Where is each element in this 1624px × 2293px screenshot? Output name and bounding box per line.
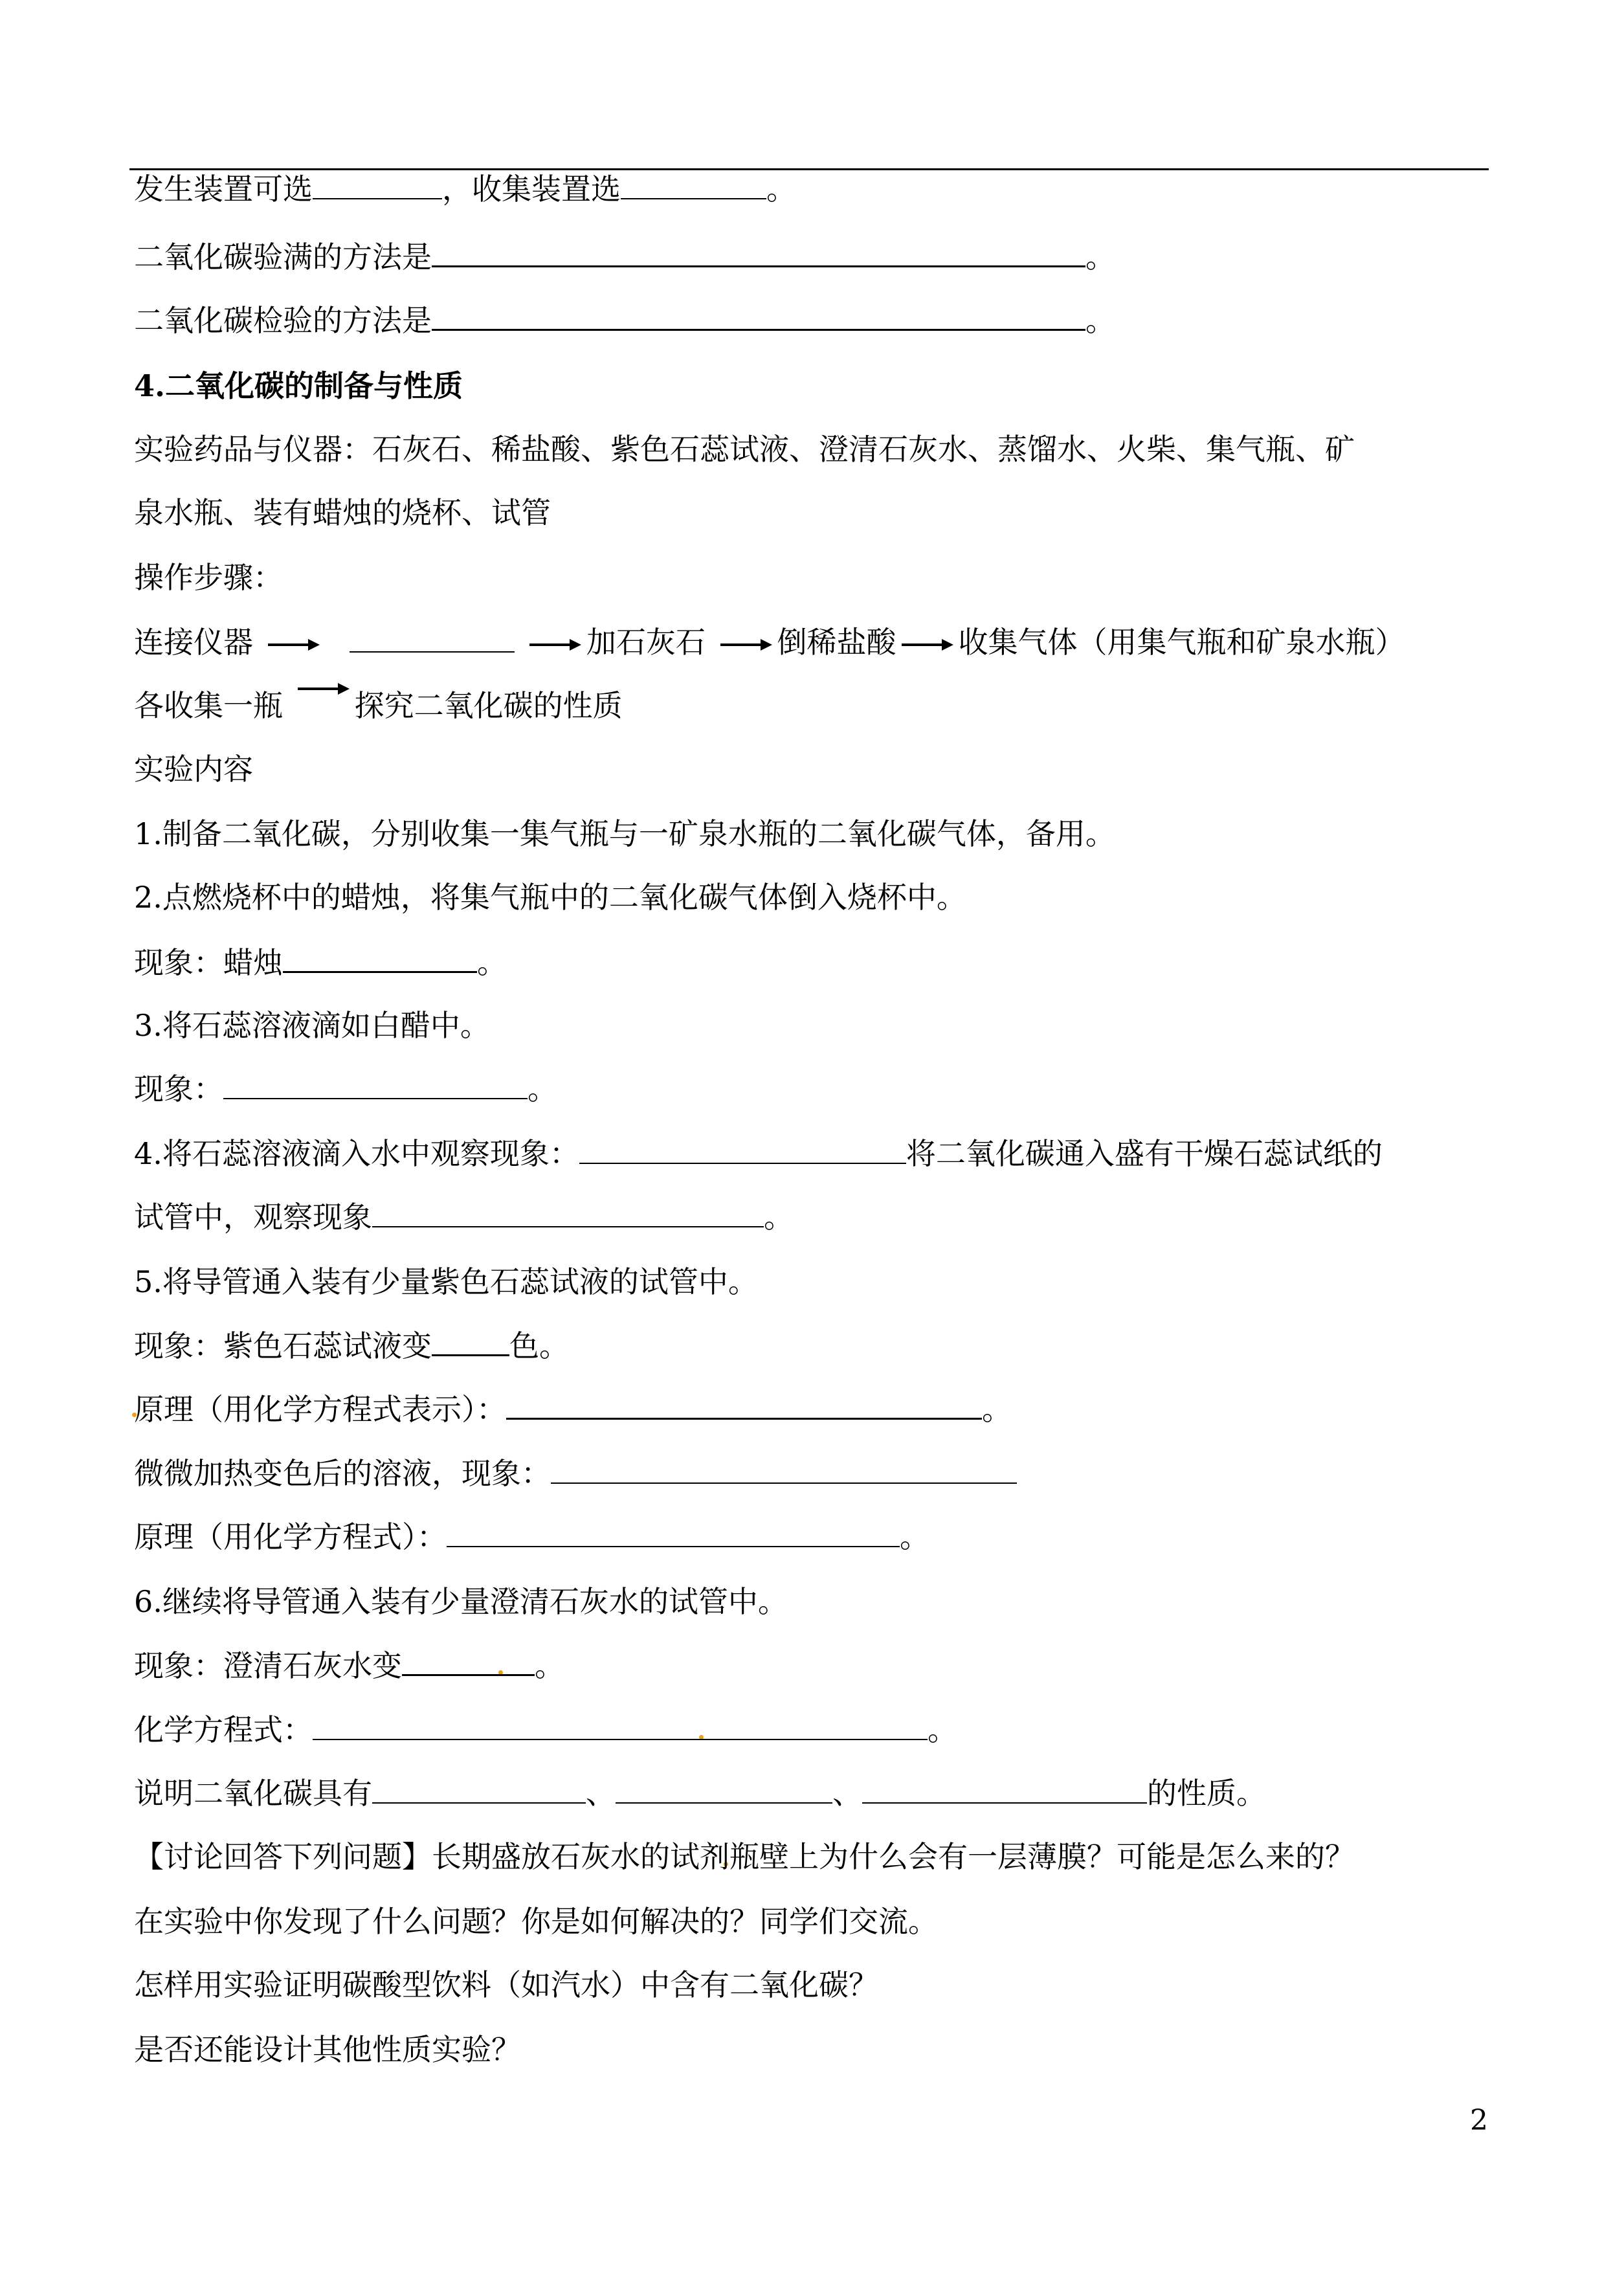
text: 将二氧化碳通入盛有干燥石蕊试纸的 (906, 1136, 1383, 1171)
text: 微微加热变色后的溶液，现象： (134, 1456, 551, 1491)
principle-5b (134, 1517, 929, 1556)
test-method-line (134, 300, 1115, 340)
text: 、 (586, 1776, 616, 1811)
answer-blank[interactable] (402, 1646, 535, 1676)
answer-blank[interactable] (223, 1069, 528, 1099)
text: 的性质。 (1147, 1776, 1266, 1811)
arrow-right-icon (529, 637, 581, 653)
flow-step: 探究二氧化碳的性质 (354, 688, 623, 723)
text: 。 (1085, 303, 1115, 338)
answer-blank[interactable] (350, 623, 515, 653)
flow-line-1 (134, 623, 1405, 662)
text: 。 (535, 1648, 564, 1683)
full-check-line (134, 237, 1115, 276)
text: 、 (832, 1776, 862, 1811)
text: 二氧化碳验满的方法是 (134, 240, 432, 274)
answer-blank[interactable] (621, 170, 766, 199)
text: 现象：紫色石蕊试液变 (134, 1328, 432, 1363)
answer-blank[interactable] (579, 1134, 906, 1164)
discussion-1: 【讨论回答下列问题】长期盛放石灰水的试剂瓶壁上为什么会有一层薄膜？可能是怎么来的？ (134, 1839, 1355, 1874)
answer-blank[interactable] (616, 1774, 832, 1804)
text: 现象：蜡烛 (134, 945, 283, 980)
answer-blank[interactable] (506, 1389, 982, 1420)
principle-5 (134, 1389, 1012, 1429)
text: 现象： (134, 1071, 223, 1106)
arrow-right-icon (268, 637, 320, 653)
text: 4.将石蕊溶液滴入水中观察现象： (134, 1136, 579, 1171)
answer-blank[interactable] (313, 1710, 928, 1740)
content-item-6: 6.继续将导管通入装有少量澄清石灰水的试管中。 (134, 1584, 788, 1619)
text: 。 (528, 1071, 557, 1106)
answer-blank[interactable] (313, 170, 442, 199)
flow-step: 倒稀盐酸 (777, 625, 896, 660)
content-label: 实验内容 (134, 752, 253, 787)
equation-6 (134, 1710, 957, 1749)
arrow-right-icon (902, 637, 953, 653)
content-item-4-cont (134, 1198, 794, 1236)
text: 原理（用化学方程式表示）： (134, 1392, 506, 1427)
phenomenon-5 (134, 1326, 569, 1365)
answer-blank[interactable] (432, 300, 1085, 331)
text: 。 (766, 172, 796, 207)
text: 试管中，观察现象 (134, 1200, 372, 1235)
flow-step: 各收集一瓶 (134, 688, 283, 723)
arrow-right-icon (720, 637, 772, 653)
phenomenon-2 (134, 943, 507, 982)
materials-line-1: 实验药品与仪器：石灰石、稀盐酸、紫色石蕊试液、澄清石灰水、蒸馏水、火柴、集气瓶、矿 (134, 432, 1355, 467)
answer-blank[interactable] (432, 237, 1085, 267)
flow-step: 收集气体（用集气瓶和矿泉水瓶） (958, 625, 1405, 660)
content-item-1: 1.制备二氧化碳，分别收集一集气瓶与一矿泉水瓶的二氧化碳气体，备用。 (134, 816, 1115, 851)
answer-blank[interactable] (432, 1326, 509, 1356)
materials-line-2: 泉水瓶、装有蜡烛的烧杯、试管 (134, 495, 551, 530)
discussion-4: 是否还能设计其他性质实验？ (134, 2032, 521, 2067)
text: 发生装置可选 (134, 172, 313, 207)
apparatus-line (134, 170, 796, 208)
arrow-right-icon (298, 681, 350, 707)
discussion-3: 怎样用实验证明碳酸型饮料（如汽水）中含有二氧化碳？ (134, 1967, 878, 2002)
text: 色。 (509, 1328, 569, 1363)
text: 现象：澄清石灰水变 (134, 1648, 402, 1683)
answer-blank[interactable] (283, 943, 477, 973)
text: 原理（用化学方程式）： (134, 1519, 447, 1554)
text: 说明二氧化碳具有 (134, 1776, 372, 1811)
text: 。 (1085, 240, 1115, 274)
summary-line (134, 1774, 1266, 1813)
section-heading: 4.二氧化碳的制备与性质 (134, 368, 463, 403)
flow-step: 连接仪器 (134, 625, 253, 660)
answer-blank[interactable] (862, 1774, 1147, 1804)
text: 。 (477, 945, 507, 980)
phenomenon-6 (134, 1646, 564, 1685)
content-item-2: 2.点燃烧杯中的蜡烛，将集气瓶中的二氧化碳气体倒入烧杯中。 (134, 880, 966, 915)
text: 。 (928, 1712, 957, 1747)
answer-blank[interactable] (372, 1198, 764, 1227)
text: 。 (764, 1200, 794, 1235)
answer-blank[interactable] (372, 1774, 586, 1804)
flow-step: 加石灰石 (586, 625, 706, 660)
steps-label: 操作步骤： (134, 560, 283, 595)
text: 。 (982, 1392, 1012, 1427)
content-item-5: 5.将导管通入装有少量紫色石蕊试液的试管中。 (134, 1264, 758, 1299)
page-number: 2 (1470, 2104, 1488, 2137)
text: 二氧化碳检验的方法是 (134, 303, 432, 338)
text: 化学方程式： (134, 1712, 313, 1747)
heating-line (134, 1454, 1017, 1493)
discussion-2: 在实验中你发现了什么问题？你是如何解决的？同学们交流。 (134, 1904, 938, 1939)
phenomenon-3 (134, 1069, 557, 1108)
answer-blank[interactable] (447, 1517, 900, 1547)
answer-blank[interactable] (551, 1454, 1017, 1484)
flow-line-2 (134, 686, 623, 725)
content-item-3: 3.将石蕊溶液滴如白醋中。 (134, 1008, 490, 1043)
text: 。 (900, 1519, 929, 1554)
text: ，收集装置选 (442, 172, 621, 207)
content-item-4 (134, 1134, 1383, 1173)
